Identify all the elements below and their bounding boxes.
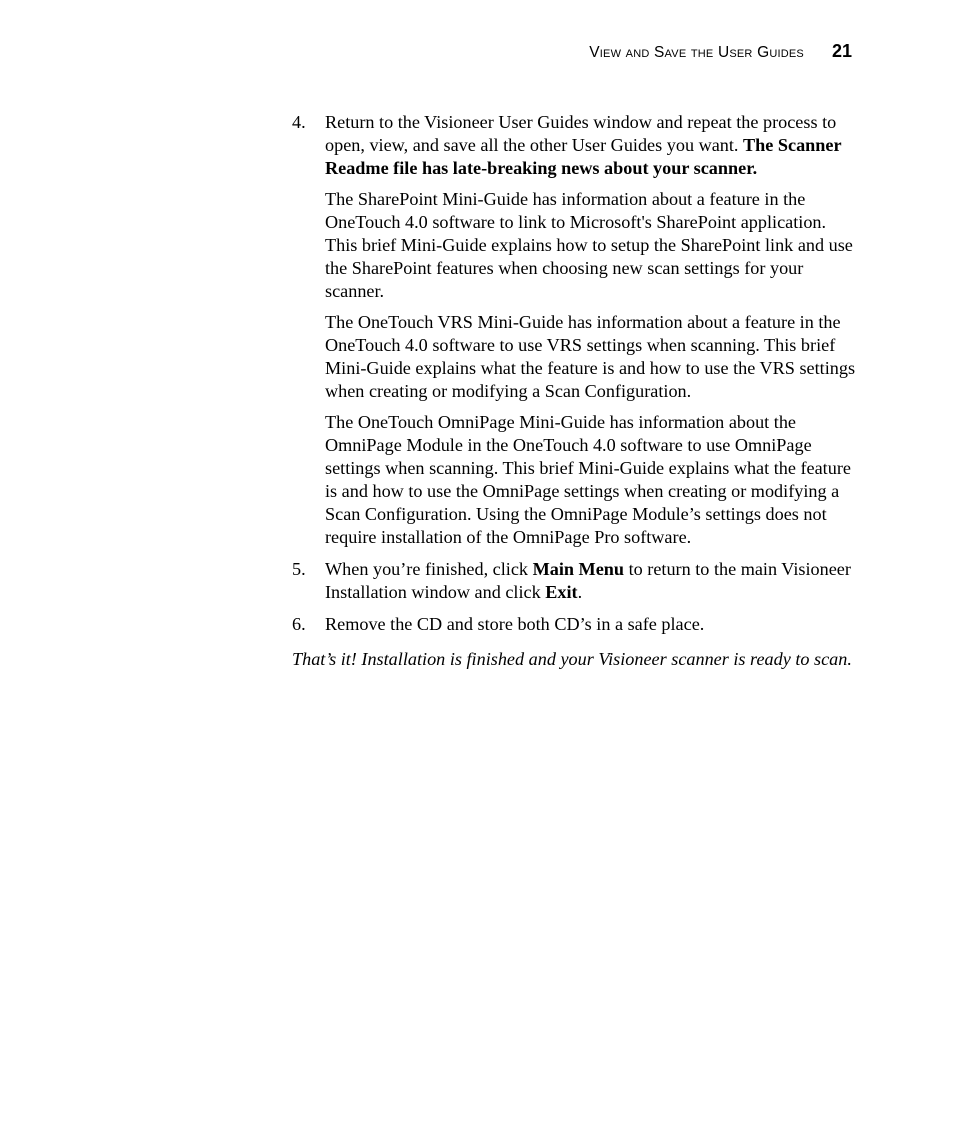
step-item [292,558,856,604]
paragraph-text: . [577,582,583,602]
paragraph-text: to return to the main Visioneer Installation window and click [325,559,851,602]
step-item [292,613,856,636]
emphasized-text: Exit [545,582,578,602]
step-body [325,558,856,604]
step-number: 5. [292,559,306,579]
step-body [325,613,856,636]
emphasized-text: The Scanner Readme file has late-breaking news about your scanner. [325,135,842,178]
page-number: 21 [831,41,852,61]
paragraph-text: Return to the Visioneer User Guides window and repeat the process to open, view, and save all the other User Guides you want. [325,112,837,155]
step-number: 6. [292,614,306,634]
paragraph-text: When you’re finished, click [325,559,533,579]
step-item [292,111,856,549]
step-number: 4. [292,112,306,132]
step-paragraph [325,311,856,403]
numbered-steps [292,111,856,636]
step-paragraph [325,188,856,303]
emphasized-text: Main Menu [532,559,625,579]
paragraph-text: The SharePoint Mini-Guide has information about a feature in the OneTouch 4.0 software to link to Microsoft's SharePoint application. This brief Mini-Guide explains how to setup the SharePoint link and use the SharePoint features when choosing new scan settings for your scanner. [325,189,853,301]
paragraph-text: The OneTouch OmniPage Mini-Guide has information about the OmniPage Module in the OneTouch 4.0 software to use OmniPage settings when scanning. This brief Mini-Guide explains what the feature is and how to use the OmniPage settings when creating or modifying a Scan Configuration. Using the OmniPage Module’s settings does not require installation of the OmniPage Pro software. [325,412,851,547]
running-head [589,41,852,62]
step-body [325,111,856,549]
page-content [292,111,856,671]
step-paragraph [325,411,856,549]
paragraph-text: Remove the CD and store both CD’s in a safe place. [325,614,705,634]
step-paragraph [325,558,856,604]
step-paragraph [325,111,856,180]
paragraph-text: The OneTouch VRS Mini-Guide has information about a feature in the OneTouch 4.0 software to use VRS settings when scanning. This brief Mini-Guide explains what the feature is and how to use the VRS settings when creating or modifying a Scan Configuration. [325,312,856,401]
step-paragraph [325,613,856,636]
closing-statement: That’s it! Installation is finished and your Visioneer scanner is ready to scan. [292,649,852,669]
section-title: View and Save the User Guides [589,44,804,61]
